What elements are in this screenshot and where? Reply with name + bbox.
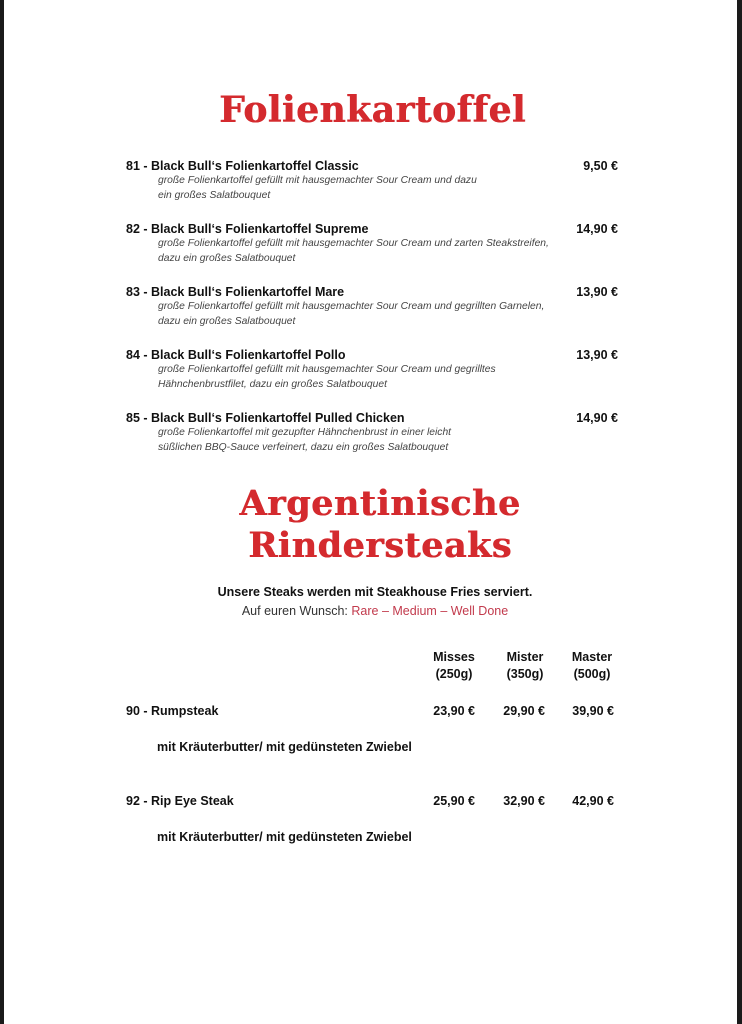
section-title-rindersteaks: Argentinische Rindersteaks bbox=[239, 483, 521, 566]
column-header-mister: Mister (350g) bbox=[506, 650, 544, 681]
steaks-served-note: Unsere Steaks werden mit Steakhouse Fries serviert. bbox=[217, 585, 533, 599]
item-price: 14,90 € bbox=[576, 222, 618, 236]
price-master: 39,90 € bbox=[572, 704, 614, 718]
item-price: 13,90 € bbox=[576, 348, 618, 362]
price-misses: 23,90 € bbox=[433, 704, 475, 718]
price-master: 42,90 € bbox=[572, 794, 614, 808]
item-description: große Folienkartoffel gefüllt mit hausgemachter Sour Cream und zarten Steakstreifen, dazu ein großes Salatbouquet bbox=[158, 238, 549, 264]
steak-note: mit Kräuterbutter/ mit gedünsteten Zwiebel bbox=[157, 830, 412, 844]
price-misses: 25,90 € bbox=[433, 794, 475, 808]
steak-name-rumpsteak: 90 - Rumpsteak bbox=[126, 704, 219, 718]
menu-item-82 bbox=[126, 221, 618, 266]
price-mister: 32,90 € bbox=[503, 794, 545, 808]
item-name: 81 - Black Bull‘s Folienkartoffel Classic bbox=[126, 159, 359, 173]
menu-item-84 bbox=[126, 347, 618, 392]
item-price: 14,90 € bbox=[576, 411, 618, 425]
menu-page bbox=[4, 0, 737, 1024]
section-title-folienkartoffel: Folienkartoffel bbox=[219, 89, 526, 131]
menu-item-81 bbox=[126, 158, 618, 203]
item-description: große Folienkartoffel gefüllt mit hausgemachter Sour Cream und dazu ein großes Salatbouquet bbox=[158, 175, 477, 201]
item-price: 13,90 € bbox=[576, 285, 618, 299]
column-header-master: Master (500g) bbox=[571, 650, 613, 681]
item-name: 82 - Black Bull‘s Folienkartoffel Supreme bbox=[126, 222, 369, 236]
item-description: große Folienkartoffel gefüllt mit hausgemachter Sour Cream und gegrillten Garnelen, dazu ein großes Salatbouquet bbox=[158, 301, 545, 327]
menu-item-85 bbox=[126, 410, 618, 455]
item-description: große Folienkartoffel mit gezupfter Hähnchenbrust in einer leicht süßlichen BBQ-Sauce verfeinert, dazu ein großes Salatbouquet bbox=[158, 427, 452, 453]
steak-name-rip-eye: 92 - Rip Eye Steak bbox=[126, 794, 234, 808]
menu-item-83 bbox=[126, 284, 618, 329]
item-name: 83 - Black Bull‘s Folienkartoffel Mare bbox=[126, 285, 345, 299]
item-name: 85 - Black Bull‘s Folienkartoffel Pulled Chicken bbox=[126, 411, 405, 425]
price-mister: 29,90 € bbox=[503, 704, 545, 718]
item-name: 84 - Black Bull‘s Folienkartoffel Pollo bbox=[126, 348, 346, 362]
item-price: 9,50 € bbox=[583, 159, 618, 173]
column-header-misses: Misses (250g) bbox=[433, 650, 475, 681]
item-description: große Folienkartoffel gefüllt mit hausgemachter Sour Cream und gegrilltes Hähnchenbrustfilet, dazu ein großes Salatbouquet bbox=[158, 364, 496, 390]
doneness-options: Auf euren Wunsch: Rare – Medium – Well Done bbox=[241, 604, 509, 618]
steak-note: mit Kräuterbutter/ mit gedünsteten Zwiebel bbox=[157, 740, 412, 754]
